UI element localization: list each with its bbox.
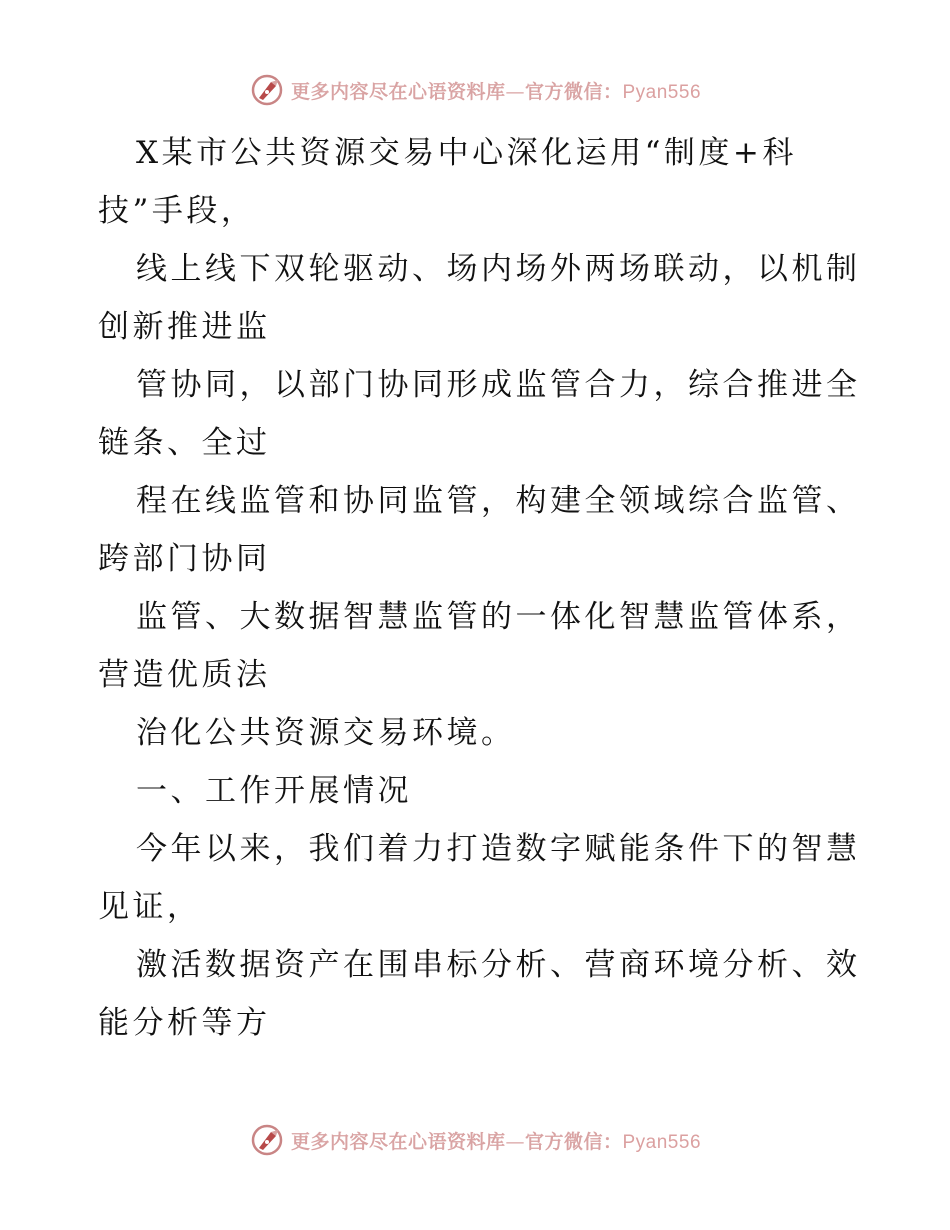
body-line-9: 监管、大数据智慧监管的一体化智慧监管体系， (136, 599, 861, 635)
section-heading: 一、工作开展情况 (136, 773, 412, 809)
body-line-10: 营造优质法 (98, 657, 271, 693)
watermark-main: 更多内容尽在心语资料库 (290, 1130, 506, 1153)
body-line-14: 见证， (98, 889, 202, 925)
body-line-5: 管协同，以部门协同形成监管合力，综合推进全 (136, 367, 861, 403)
document-body (98, 124, 861, 1052)
watermark-separator: — (505, 80, 525, 103)
body-line-8: 跨部门协同 (98, 541, 271, 577)
header-watermark (0, 70, 950, 110)
footer-watermark (0, 1120, 950, 1160)
body-line-4: 创新推进监 (98, 309, 271, 345)
body-line-7: 程在线监管和协同监管，构建全领域综合监管、 (136, 483, 861, 519)
watermark-wechat-id: Pyan556 (622, 1131, 702, 1153)
body-line-11: 治化公共资源交易环境。 (136, 715, 516, 751)
body-line-13: 今年以来，我们着力打造数字赋能条件下的智慧 (136, 831, 861, 867)
body-line-2: 技”手段， (98, 193, 256, 229)
watermark-text (291, 77, 701, 104)
body-line-15: 激活数据资产在围串标分析、营商环境分析、效 (136, 947, 861, 983)
body-line-16: 能分析等方 (98, 1005, 271, 1041)
watermark-wechat-label: 官方微信： (524, 80, 623, 103)
body-line-3: 线上线下双轮驱动、场内场外两场联动，以机制 (136, 251, 861, 287)
pen-nib-logo-icon (249, 72, 285, 108)
pen-nib-logo-icon (249, 1122, 285, 1158)
watermark-wechat-id: Pyan556 (622, 81, 702, 103)
watermark-separator: — (505, 1130, 525, 1153)
watermark-text (291, 1127, 701, 1154)
watermark-main: 更多内容尽在心语资料库 (290, 80, 506, 103)
body-line-1: X某市公共资源交易中心深化运用“制度+科 (136, 135, 797, 171)
body-line-6: 链条、全过 (98, 425, 271, 461)
watermark-wechat-label: 官方微信： (524, 1130, 623, 1153)
